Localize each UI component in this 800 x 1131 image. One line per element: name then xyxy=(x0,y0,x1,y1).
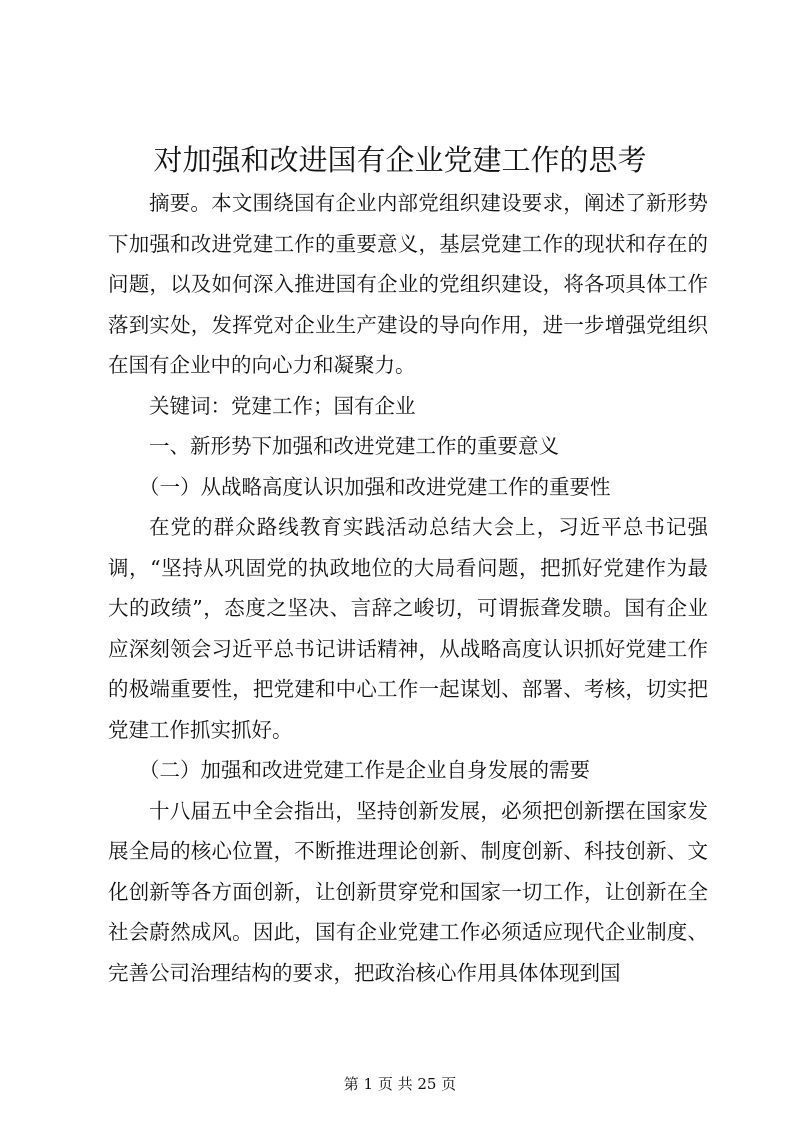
subsection-body-1: 在党的群众路线教育实践活动总结大会上，习近平总书记强调，“坚持从巩固党的执政地位的大局看问题，把抓好党建作为最大的政绩”，态度之坚决、言辞之峻切，可谓振聋发聩。国有企业应深刻领会习近平总书记讲话精神，从战略高度认识抓好党建工作的极端重要性，把党建和中心工作一起谋划、部署、考核，切实把党建工作抓实抓好。 xyxy=(108,515,708,742)
subsection-heading-1: （一）从战略高度认识加强和改进党建工作的重要性 xyxy=(139,474,611,499)
page-number-footer: 第 1 页 共 25 页 xyxy=(343,1075,457,1093)
keywords-line: 关键词：党建工作；国有企业 xyxy=(149,393,416,418)
subsection-body-2: 十八届五中全会指出，坚持创新发展，必须把创新摆在国家发展全局的核心位置，不断推进理论创新、制度创新、科技创新、文化创新等各方面创新，让创新贯穿党和国家一切工作，让创新在全社会蔚然成风。因此，国有企业党建工作必须适应现代企业制度、完善公司治理结构的要求，把政治核心作用具体体现到国 xyxy=(108,798,708,985)
document-title: 对加强和改进国有企业党建工作的思考 xyxy=(153,143,647,177)
abstract-paragraph: 摘要。本文围绕国有企业内部党组织建设要求，阐述了新形势下加强和改进党建工作的重要意义，基层党建工作的现状和存在的问题，以及如何深入推进国有企业的党组织建设，将各项具体工作落到实处，发挥党对企业生产建设的导向作用，进一步增强党组织在国有企业中的向心力和凝聚力。 xyxy=(108,191,708,377)
subsection-heading-2: （二）加强和改进党建工作是企业自身发展的需要 xyxy=(139,758,590,782)
section-heading-1: 一、新形势下加强和改进党建工作的重要意义 xyxy=(149,434,559,458)
document-body xyxy=(108,183,708,993)
